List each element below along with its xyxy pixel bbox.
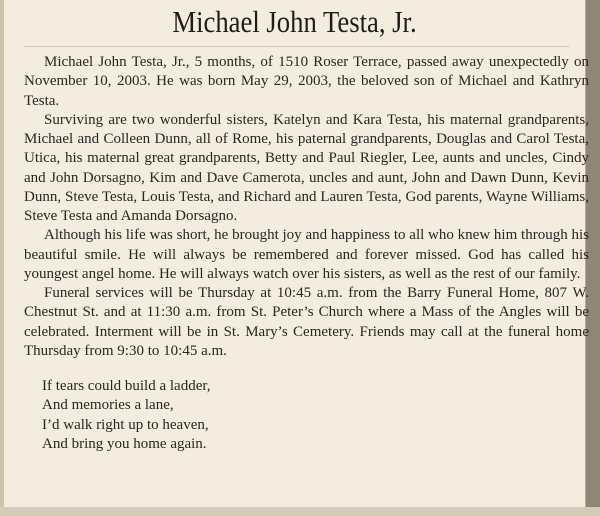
poem-line: And memories a lane,	[42, 397, 174, 414]
newspaper-clipping	[4, 0, 589, 507]
paragraph-services: Funeral services will be Thursday at 10:45 a.m. from the Barry Funeral Home, 807 W. Chestnut St. and at 11:30 a.m. from St. Peter’s Church where a Mass of the Angles will be celebrated. Interment will be in St. Mary’s Cemetery. Friends may call at the funeral home Thursday from 9:30 to 10:45 a.m.	[24, 285, 589, 359]
paragraph-survivors: Surviving are two wonderful sisters, Katelyn and Kara Testa, his maternal grandparents, Michael and Colleen Dunn, all of Rome, his paternal grandparents, Douglas and Carol Testa, Utica, his maternal great grandparents, Betty and Paul Riegler, Lee, aunts and uncles, Cindy and John Dorsagno, Kim and Dave Camerota, uncles and aunt, John and Dawn Dunn, Kevin Dunn, Steve Testa, Louis Testa, and Richard and Lauren Testa, God parents, Wayne Williams, Steve Testa and Amanda Dorsagno.	[24, 111, 589, 224]
obituary-headline: Michael John Testa, Jr.	[172, 4, 417, 39]
paragraph-intro: Michael John Testa, Jr., 5 months, of 1510 Roser Terrace, passed away unexpectedly on November 10, 2003. He was born May 29, 2003, the beloved son of Michael and Kathryn Testa.	[24, 54, 589, 109]
paragraph-tribute: Although his life was short, he brought joy and happiness to all who knew him through his beautiful smile. He will always be remembered and forever missed. God has called his youngest angel home. He will always watch over his sisters, as well as the rest of our family.	[24, 227, 589, 282]
poem-line: If tears could build a ladder,	[42, 378, 211, 394]
page-edge-bottom	[0, 507, 600, 516]
memorial-poem	[42, 377, 589, 454]
headline-divider	[24, 46, 569, 47]
poem-line: And bring you home again.	[42, 435, 207, 452]
obituary-body	[24, 53, 589, 454]
poem-line: I’d walk right up to heaven,	[42, 416, 209, 433]
